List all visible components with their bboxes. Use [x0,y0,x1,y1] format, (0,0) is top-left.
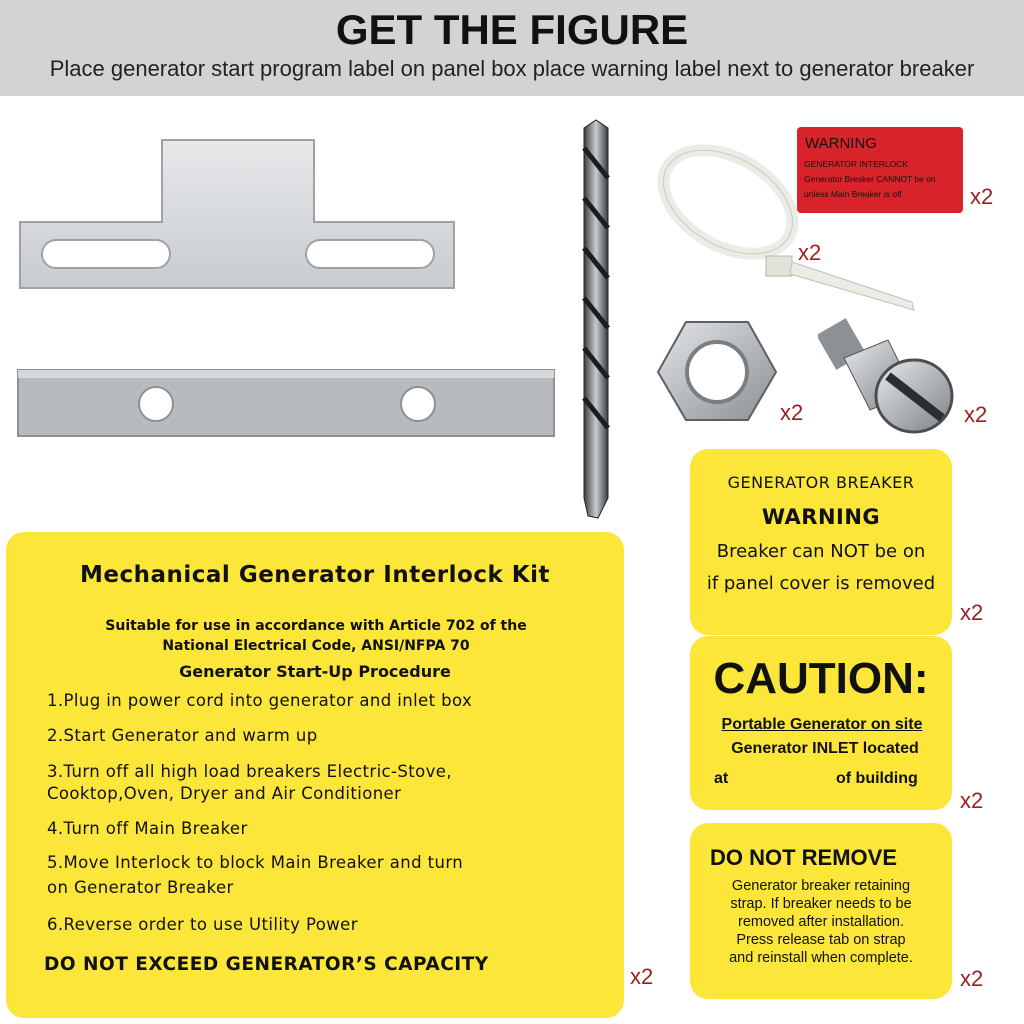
breaker-label-heading: GENERATOR BREAKER [727,473,915,492]
main-label-quantity: x2 [630,964,654,989]
do-not-remove-label [690,823,952,999]
do-not-remove-line: and reinstall when complete. [729,950,913,966]
procedure-step: 4.Turn off Main Breaker [47,819,248,838]
breaker-label-text: Breaker can NOT be on [716,541,926,562]
procedure-step: Cooktop,Oven, Dryer and Air Conditioner [47,784,402,803]
cable-tie-quantity: x2 [798,240,822,265]
drill-bit-image [572,118,624,522]
caution-label [690,636,952,810]
procedure-step: on Generator Breaker [47,878,234,897]
interlock-bar-plate-image [14,366,558,442]
procedure-step: 1.Plug in power cord into generator and inlet box [47,691,473,710]
procedure-step: 2.Start Generator and warm up [47,726,318,745]
suitability-line: Suitable for use in accordance with Article 702 of the [105,618,527,634]
startup-procedure-label [6,532,624,1018]
suitability-text [46,616,586,656]
header-banner [0,0,1024,96]
procedure-title: Generator Start-Up Procedure [179,662,451,681]
generator-breaker-label [690,449,952,635]
page-subtitle: Place generator start program label on panel box place warning label next to generator breaker [49,56,975,81]
screw-quantity: x2 [964,402,988,427]
hex-nut-quantity: x2 [780,400,804,425]
procedure-step: 3.Turn off all high load breakers Electric-Stove, [47,762,452,781]
red-warning-title: WARNING [805,135,877,152]
do-not-remove-title: DO NOT REMOVE [710,845,898,870]
procedure-step: 6.Reverse order to use Utility Power [47,915,358,934]
caution-line: Generator INLET located [731,740,919,757]
caution-line-suffix: of building [836,770,918,787]
interlock-t-plate-image [14,136,464,300]
breaker-label-warning: WARNING [761,505,881,529]
hex-nut-image [656,318,778,424]
caution-line-prefix: at [714,770,729,787]
red-warning-quantity: x2 [970,184,994,209]
red-warning-label [797,127,963,213]
caution-title: CAUTION: [713,654,929,703]
do-not-remove-line: Press release tab on strap [736,932,906,948]
breaker-label-text: if panel cover is removed [706,573,936,594]
caution-line: Portable Generator on site [721,716,923,733]
capacity-warning: DO NOT EXCEED GENERATOR’S CAPACITY [44,954,489,975]
red-warning-text [804,157,936,202]
red-warning-line: Generator Bresker CANNOT be on [804,174,936,184]
red-warning-line: unless Main Breaker is off [804,189,902,199]
do-not-remove-line: removed after installation. [737,914,905,930]
red-warning-line: GENERATOR INTERLOCK [804,159,909,169]
suitability-line: National Electrical Code, ANSI/NFPA 70 [162,638,470,654]
page-title: GET THE FIGURE [335,6,689,53]
breaker-label-quantity: x2 [960,600,984,625]
do-not-remove-line: Generator breaker retaining [731,878,911,894]
shoulder-screw-image [818,318,958,438]
do-not-remove-text [700,877,942,967]
caution-label-quantity: x2 [960,788,984,813]
do-not-remove-quantity: x2 [960,966,984,991]
procedure-step: 5.Move Interlock to block Main Breaker and turn [47,853,464,872]
do-not-remove-line: strap. If breaker needs to be [730,896,912,912]
kit-title: Mechanical Generator Interlock Kit [80,562,550,588]
